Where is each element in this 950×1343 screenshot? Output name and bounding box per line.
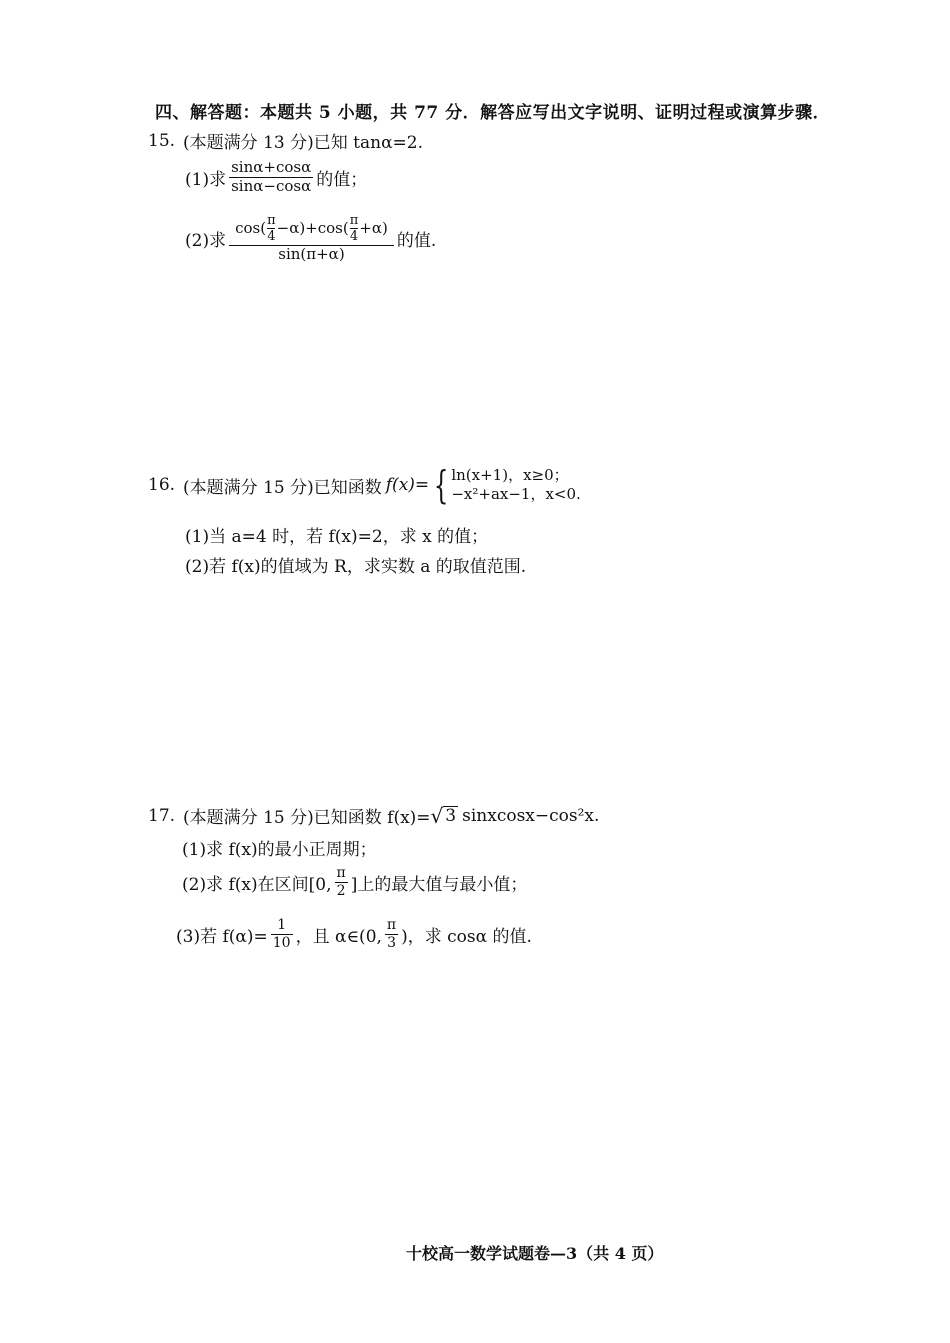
square-root bbox=[430, 803, 459, 828]
function-name: f(x)= bbox=[385, 475, 430, 495]
numerator-text: +α) bbox=[359, 218, 388, 237]
question-number: 17. bbox=[148, 805, 176, 826]
pi-symbol: π bbox=[336, 865, 346, 881]
numerator-text: −α)+cos( bbox=[276, 218, 349, 237]
question-stem-text: (本题满分 13 分)已知 tanα=2. bbox=[183, 133, 424, 153]
question-17-part-3 bbox=[176, 918, 532, 950]
part-mid: ，且 α∈(0, bbox=[295, 926, 382, 947]
piecewise-cases bbox=[451, 466, 580, 504]
part-suffix: 的值； bbox=[316, 169, 368, 190]
question-17-stem bbox=[148, 803, 599, 828]
denominator-four: 4 bbox=[349, 229, 359, 244]
pi-symbol: π bbox=[349, 213, 359, 228]
question-15-part-1 bbox=[185, 160, 367, 195]
fraction-numerator bbox=[229, 214, 394, 245]
fraction-denominator: 10 bbox=[272, 934, 291, 951]
part-suffix: 的值. bbox=[396, 230, 437, 251]
fraction-numerator: sinα+cosα bbox=[231, 158, 312, 176]
question-17-part-1: (1)求 f(x)的最小正周期； bbox=[182, 840, 377, 860]
fraction-denominator: sin(π+α) bbox=[229, 245, 394, 263]
fraction-numerator: 1 bbox=[277, 917, 287, 933]
pi-over-4 bbox=[267, 214, 276, 243]
question-stem-text: (本题满分 15 分)已知函数 f(x)= bbox=[183, 808, 431, 828]
question-number: 16. bbox=[148, 475, 176, 495]
pi-over-4 bbox=[350, 214, 359, 243]
pi-symbol: π bbox=[386, 917, 397, 933]
piecewise-function bbox=[429, 463, 581, 507]
question-16-part-1: (1)当 a=4 时，若 f(x)=2，求 x 的值； bbox=[185, 527, 489, 547]
fraction bbox=[229, 160, 313, 195]
denominator-two: 2 bbox=[336, 882, 346, 899]
numerator-text: cos( bbox=[235, 218, 267, 237]
stem-tail: sinxcosx−cos²x. bbox=[462, 805, 600, 826]
question-16-part-2: (2)若 f(x)的值域为 R，求实数 a 的取值范围. bbox=[185, 557, 527, 577]
radical-sign: √ bbox=[430, 803, 444, 828]
question-number: 15. bbox=[148, 130, 176, 151]
fraction bbox=[229, 214, 394, 263]
fraction-denominator: sinα−cosα bbox=[231, 176, 312, 195]
case-1: ln(x+1)，x≥0； bbox=[451, 466, 569, 485]
pi-symbol: π bbox=[267, 213, 276, 228]
part-label: (1)求 bbox=[185, 169, 227, 190]
question-15-stem bbox=[148, 128, 423, 153]
section-heading: 四、解答题：本题共 5 小题，共 77 分．解答应写出文字说明、证明过程或演算步骤． bbox=[155, 103, 831, 123]
case-2: −x²+ax−1，x<0. bbox=[451, 485, 581, 503]
denominator-four: 4 bbox=[267, 229, 276, 244]
denominator-three: 3 bbox=[387, 934, 396, 951]
one-over-ten bbox=[271, 918, 293, 950]
page-footer: 十校高一数学试题卷—3（共 4 页） bbox=[406, 1244, 664, 1263]
question-17-part-2 bbox=[182, 866, 527, 898]
part-suffix: ]上的最大值与最小值； bbox=[350, 874, 528, 895]
part-text: (3)若 f(α)= bbox=[176, 926, 268, 947]
left-brace: { bbox=[433, 463, 449, 507]
radicand: 3 bbox=[445, 805, 457, 826]
question-stem-text: (本题满分 15 分)已知函数 bbox=[183, 477, 382, 498]
pi-over-3 bbox=[385, 918, 398, 950]
part-text: (2)求 f(x)在区间[0, bbox=[182, 874, 332, 895]
part-suffix: )，求 cosα 的值. bbox=[401, 926, 532, 947]
question-16-stem bbox=[148, 463, 581, 507]
question-15-part-2 bbox=[185, 214, 436, 263]
part-label: (2)求 bbox=[185, 230, 227, 251]
pi-over-2 bbox=[334, 866, 347, 898]
